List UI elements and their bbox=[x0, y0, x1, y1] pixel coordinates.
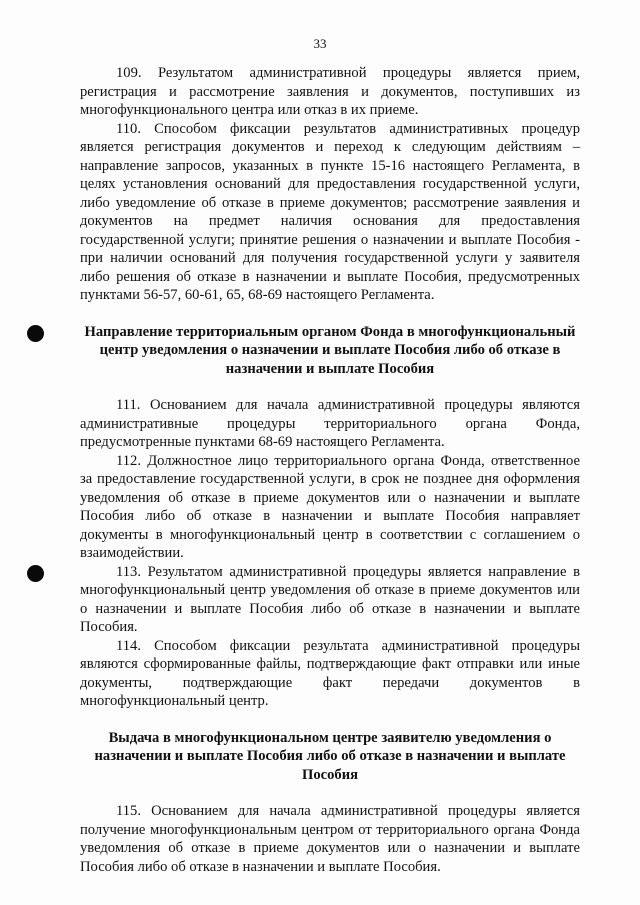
punch-hole bbox=[27, 565, 44, 582]
punch-hole bbox=[27, 325, 44, 342]
paragraph-109: 109. Результатом административной процедуры является прием, регистрация и рассмотрение заявления и документов, поступивших из многофункционального центра или отказ в их приеме. bbox=[80, 65, 580, 118]
page-number: 33 bbox=[313, 36, 327, 51]
paragraph-113: 113. Результатом административной процедуры является направление в многофункциональный центр уведомления об отказе в приеме документов или о назначении и выплате Пособия либо об отказе в назначении и выплате Пособия. bbox=[80, 563, 580, 635]
paragraph-110: 110. Способом фиксации результатов административных процедур является регистрация документов и переход к следующим действиям – направление запросов, указанных в пункте 15-16 настоящего Регламента, в целях установления оснований для предоставления государственной услуги, либо уведомление об отказе в приеме документов; рассмотрение заявления и документов на предмет наличия основания для предоставления государственной услуги; принятие решения о назначении и выплате Пособия - при наличии оснований для получения государственной услуги у заявителя либо решения об отказе в назначении и выплате Пособия, предусмотренных пунктами 56-57, 60-61, 65, 68-69 настоящего Регламента. bbox=[80, 120, 580, 303]
paragraph-115: 115. Основанием для начала административной процедуры является получение многофункциональным центром от территориального органа Фонда уведомления об отказе в приеме документов или о назначении и выплате Пособия либо об отказе в назначении и выплате Пособия. bbox=[80, 803, 580, 875]
section-heading-notification-transfer: Направление территориальным органом Фонда в многофункциональный центр уведомления о назначении и выплате Пособия либо об отказе в назначении и выплате Пособия bbox=[84, 323, 576, 377]
paragraph-112: 112. Должностное лицо территориального органа Фонда, ответственное за предоставление государственной услуги, в срок не позднее дня оформления уведомления об отказе в приеме документов или о назначении и выплате Пособия либо об отказе в назначении и выплате Пособия направляет документы в многофункциональный центр в соответствии с соглашением о взаимодействии. bbox=[80, 452, 580, 561]
section-heading-issuance: Выдача в многофункциональном центре заявителю уведомления о назначении и выплате Пособия либо об отказе в назначении и выплате Пособия bbox=[94, 729, 566, 783]
document-body bbox=[80, 64, 580, 876]
paragraph-114: 114. Способом фиксации результата административной процедуры являются сформированные файлы, подтверждающие факт отправки или иные документы, подтверждающие факт передачи документов в многофункциональный центр. bbox=[80, 637, 580, 709]
paragraph-111: 111. Основанием для начала административной процедуры являются административные процедуры территориального органа Фонда, предусмотренные пунктами 68-69 настоящего Регламента. bbox=[80, 397, 580, 450]
